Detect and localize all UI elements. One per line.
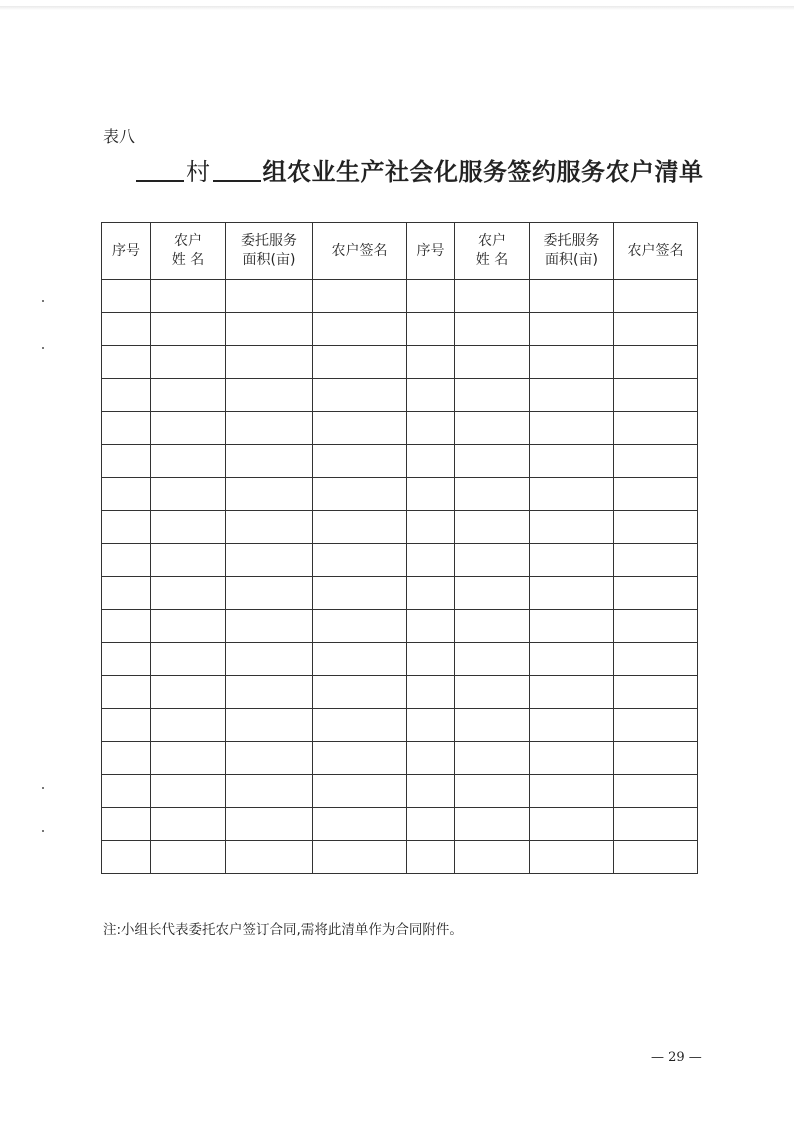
table-row [102, 775, 698, 808]
table-cell[interactable] [151, 676, 226, 709]
table-cell[interactable] [226, 841, 313, 874]
village-blank [136, 160, 184, 182]
table-cell[interactable] [530, 610, 614, 643]
table-cell[interactable] [313, 742, 407, 775]
table-cell[interactable] [407, 709, 455, 742]
table-row [102, 709, 698, 742]
table-cell[interactable] [455, 808, 530, 841]
table-row [102, 313, 698, 346]
table-cell[interactable] [313, 709, 407, 742]
table-cell[interactable] [407, 610, 455, 643]
header-service-area: 委托服务 面积(亩) [226, 223, 313, 280]
table-cell[interactable] [226, 445, 313, 478]
table-cell[interactable] [313, 643, 407, 676]
table-cell[interactable] [226, 544, 313, 577]
table-cell[interactable] [455, 775, 530, 808]
scan-mark [42, 787, 44, 789]
table-cell[interactable] [151, 709, 226, 742]
table-cell[interactable] [407, 445, 455, 478]
table-cell[interactable] [407, 676, 455, 709]
table-cell[interactable] [614, 643, 698, 676]
table-cell[interactable] [313, 280, 407, 313]
table-cell[interactable] [102, 577, 151, 610]
table-label: 表八 [103, 127, 136, 146]
table-cell[interactable] [407, 478, 455, 511]
table-cell[interactable] [151, 280, 226, 313]
table-row [102, 511, 698, 544]
table-cell[interactable] [407, 841, 455, 874]
table-cell[interactable] [407, 775, 455, 808]
table-cell[interactable] [151, 841, 226, 874]
table-cell[interactable] [151, 742, 226, 775]
title-main: 组农业生产社会化服务签约服务农户清单 [262, 158, 704, 186]
table-cell[interactable] [455, 346, 530, 379]
table-cell[interactable] [313, 346, 407, 379]
table-cell[interactable] [407, 643, 455, 676]
header-farmer-name: 农户 姓 名 [455, 223, 530, 280]
scan-mark [42, 347, 44, 349]
table-cell[interactable] [530, 412, 614, 445]
table-cell[interactable] [407, 412, 455, 445]
table-cell[interactable] [455, 577, 530, 610]
table-cell[interactable] [102, 478, 151, 511]
table-cell[interactable] [313, 841, 407, 874]
table-cell[interactable] [614, 478, 698, 511]
table-cell[interactable] [313, 445, 407, 478]
table-cell[interactable] [102, 412, 151, 445]
table-cell[interactable] [614, 808, 698, 841]
table-cell[interactable] [614, 412, 698, 445]
table-cell[interactable] [313, 808, 407, 841]
table-cell[interactable] [102, 742, 151, 775]
table-cell[interactable] [455, 379, 530, 412]
table-cell[interactable] [455, 544, 530, 577]
table-row [102, 841, 698, 874]
table-cell[interactable] [226, 742, 313, 775]
table-cell[interactable] [102, 445, 151, 478]
table-cell[interactable] [530, 808, 614, 841]
table-cell[interactable] [151, 412, 226, 445]
table-cell[interactable] [455, 313, 530, 346]
table-cell[interactable] [313, 313, 407, 346]
table-cell[interactable] [530, 478, 614, 511]
table-cell[interactable] [151, 610, 226, 643]
table-cell[interactable] [455, 610, 530, 643]
table-cell[interactable] [530, 346, 614, 379]
table-cell[interactable] [226, 610, 313, 643]
table-cell[interactable] [614, 511, 698, 544]
group-blank [213, 160, 261, 182]
table-cell[interactable] [530, 841, 614, 874]
table-cell[interactable] [226, 280, 313, 313]
scan-top-edge [0, 6, 794, 10]
table-cell[interactable] [151, 511, 226, 544]
table-cell[interactable] [530, 544, 614, 577]
table-cell[interactable] [102, 280, 151, 313]
title-village: 村 [186, 158, 211, 186]
table-cell[interactable] [407, 280, 455, 313]
table-cell[interactable] [614, 775, 698, 808]
header-farmer-signature: 农户签名 [614, 223, 698, 280]
table-cell[interactable] [151, 808, 226, 841]
table-row [102, 445, 698, 478]
table-row [102, 478, 698, 511]
table-cell[interactable] [226, 511, 313, 544]
scan-mark [42, 830, 44, 832]
table-cell[interactable] [455, 280, 530, 313]
table-cell[interactable] [151, 313, 226, 346]
table-cell[interactable] [530, 511, 614, 544]
table-cell[interactable] [102, 379, 151, 412]
table-cell[interactable] [530, 676, 614, 709]
table-cell[interactable] [455, 412, 530, 445]
table-cell[interactable] [614, 346, 698, 379]
table-cell[interactable] [407, 808, 455, 841]
table-cell[interactable] [455, 478, 530, 511]
table-cell[interactable] [313, 676, 407, 709]
table-cell[interactable] [455, 742, 530, 775]
table-cell[interactable] [226, 709, 313, 742]
header-service-area: 委托服务 面积(亩) [530, 223, 614, 280]
table-cell[interactable] [530, 742, 614, 775]
table-cell[interactable] [614, 676, 698, 709]
table-cell[interactable] [455, 643, 530, 676]
table-cell[interactable] [226, 412, 313, 445]
table-row [102, 412, 698, 445]
footnote: 注:小组长代表委托农户签订合同,需将此清单作为合同附件。 [103, 922, 463, 938]
table-cell[interactable] [226, 478, 313, 511]
table-cell[interactable] [313, 379, 407, 412]
table-row [102, 379, 698, 412]
table-cell[interactable] [407, 742, 455, 775]
table-cell[interactable] [407, 346, 455, 379]
table-row [102, 643, 698, 676]
table-row [102, 544, 698, 577]
table-header-row [102, 223, 698, 280]
table-cell[interactable] [530, 709, 614, 742]
table-cell[interactable] [614, 313, 698, 346]
table-cell[interactable] [407, 379, 455, 412]
table-cell[interactable] [102, 610, 151, 643]
table-row [102, 346, 698, 379]
table-cell[interactable] [530, 445, 614, 478]
table-row [102, 610, 698, 643]
scan-mark [42, 300, 44, 302]
table-cell[interactable] [151, 577, 226, 610]
table-cell[interactable] [530, 643, 614, 676]
table-row [102, 808, 698, 841]
table-row [102, 742, 698, 775]
table-cell[interactable] [455, 841, 530, 874]
table-cell[interactable] [226, 808, 313, 841]
table-cell[interactable] [614, 280, 698, 313]
table-cell[interactable] [151, 445, 226, 478]
header-serial: 序号 [102, 223, 151, 280]
table-cell[interactable] [102, 709, 151, 742]
table-cell[interactable] [226, 577, 313, 610]
table-cell[interactable] [614, 544, 698, 577]
table-body [102, 280, 698, 874]
table-cell[interactable] [151, 346, 226, 379]
table-cell[interactable] [407, 544, 455, 577]
table-cell[interactable] [151, 544, 226, 577]
table-cell[interactable] [102, 841, 151, 874]
table-cell[interactable] [313, 511, 407, 544]
table-cell[interactable] [102, 808, 151, 841]
table-cell[interactable] [614, 379, 698, 412]
table-cell[interactable] [407, 511, 455, 544]
table-cell[interactable] [614, 841, 698, 874]
table-cell[interactable] [313, 775, 407, 808]
table-cell[interactable] [313, 577, 407, 610]
table-cell[interactable] [455, 511, 530, 544]
table-cell[interactable] [226, 379, 313, 412]
table-cell[interactable] [614, 577, 698, 610]
table-cell[interactable] [614, 610, 698, 643]
table-cell[interactable] [455, 445, 530, 478]
table-cell[interactable] [614, 445, 698, 478]
table-cell[interactable] [151, 478, 226, 511]
table-cell[interactable] [226, 775, 313, 808]
table-cell[interactable] [614, 742, 698, 775]
table-cell[interactable] [530, 379, 614, 412]
table-cell[interactable] [455, 709, 530, 742]
table-cell[interactable] [226, 313, 313, 346]
table-cell[interactable] [226, 643, 313, 676]
table-row [102, 280, 698, 313]
table-cell[interactable] [407, 313, 455, 346]
table-cell[interactable] [102, 544, 151, 577]
table-cell[interactable] [530, 577, 614, 610]
table-cell[interactable] [530, 775, 614, 808]
table-cell[interactable] [313, 544, 407, 577]
table-cell[interactable] [614, 709, 698, 742]
farmer-roster-table [101, 222, 698, 874]
table-cell[interactable] [102, 775, 151, 808]
table-cell[interactable] [313, 610, 407, 643]
table-cell[interactable] [530, 313, 614, 346]
table-cell[interactable] [530, 280, 614, 313]
table-cell[interactable] [102, 643, 151, 676]
table-cell[interactable] [102, 676, 151, 709]
header-farmer-name: 农户 姓 名 [151, 223, 226, 280]
table-cell[interactable] [102, 346, 151, 379]
table-cell[interactable] [313, 478, 407, 511]
table-cell[interactable] [102, 511, 151, 544]
table-cell[interactable] [151, 775, 226, 808]
table-cell[interactable] [407, 577, 455, 610]
table-row [102, 676, 698, 709]
table-cell[interactable] [226, 676, 313, 709]
table-cell[interactable] [151, 643, 226, 676]
page-number: — 29 — [651, 1050, 702, 1065]
table-cell[interactable] [226, 346, 313, 379]
table-cell[interactable] [313, 412, 407, 445]
header-farmer-signature: 农户签名 [313, 223, 407, 280]
header-serial: 序号 [407, 223, 455, 280]
table-cell[interactable] [151, 379, 226, 412]
table-row [102, 577, 698, 610]
table-cell[interactable] [102, 313, 151, 346]
table-cell[interactable] [455, 676, 530, 709]
document-title [134, 152, 704, 187]
